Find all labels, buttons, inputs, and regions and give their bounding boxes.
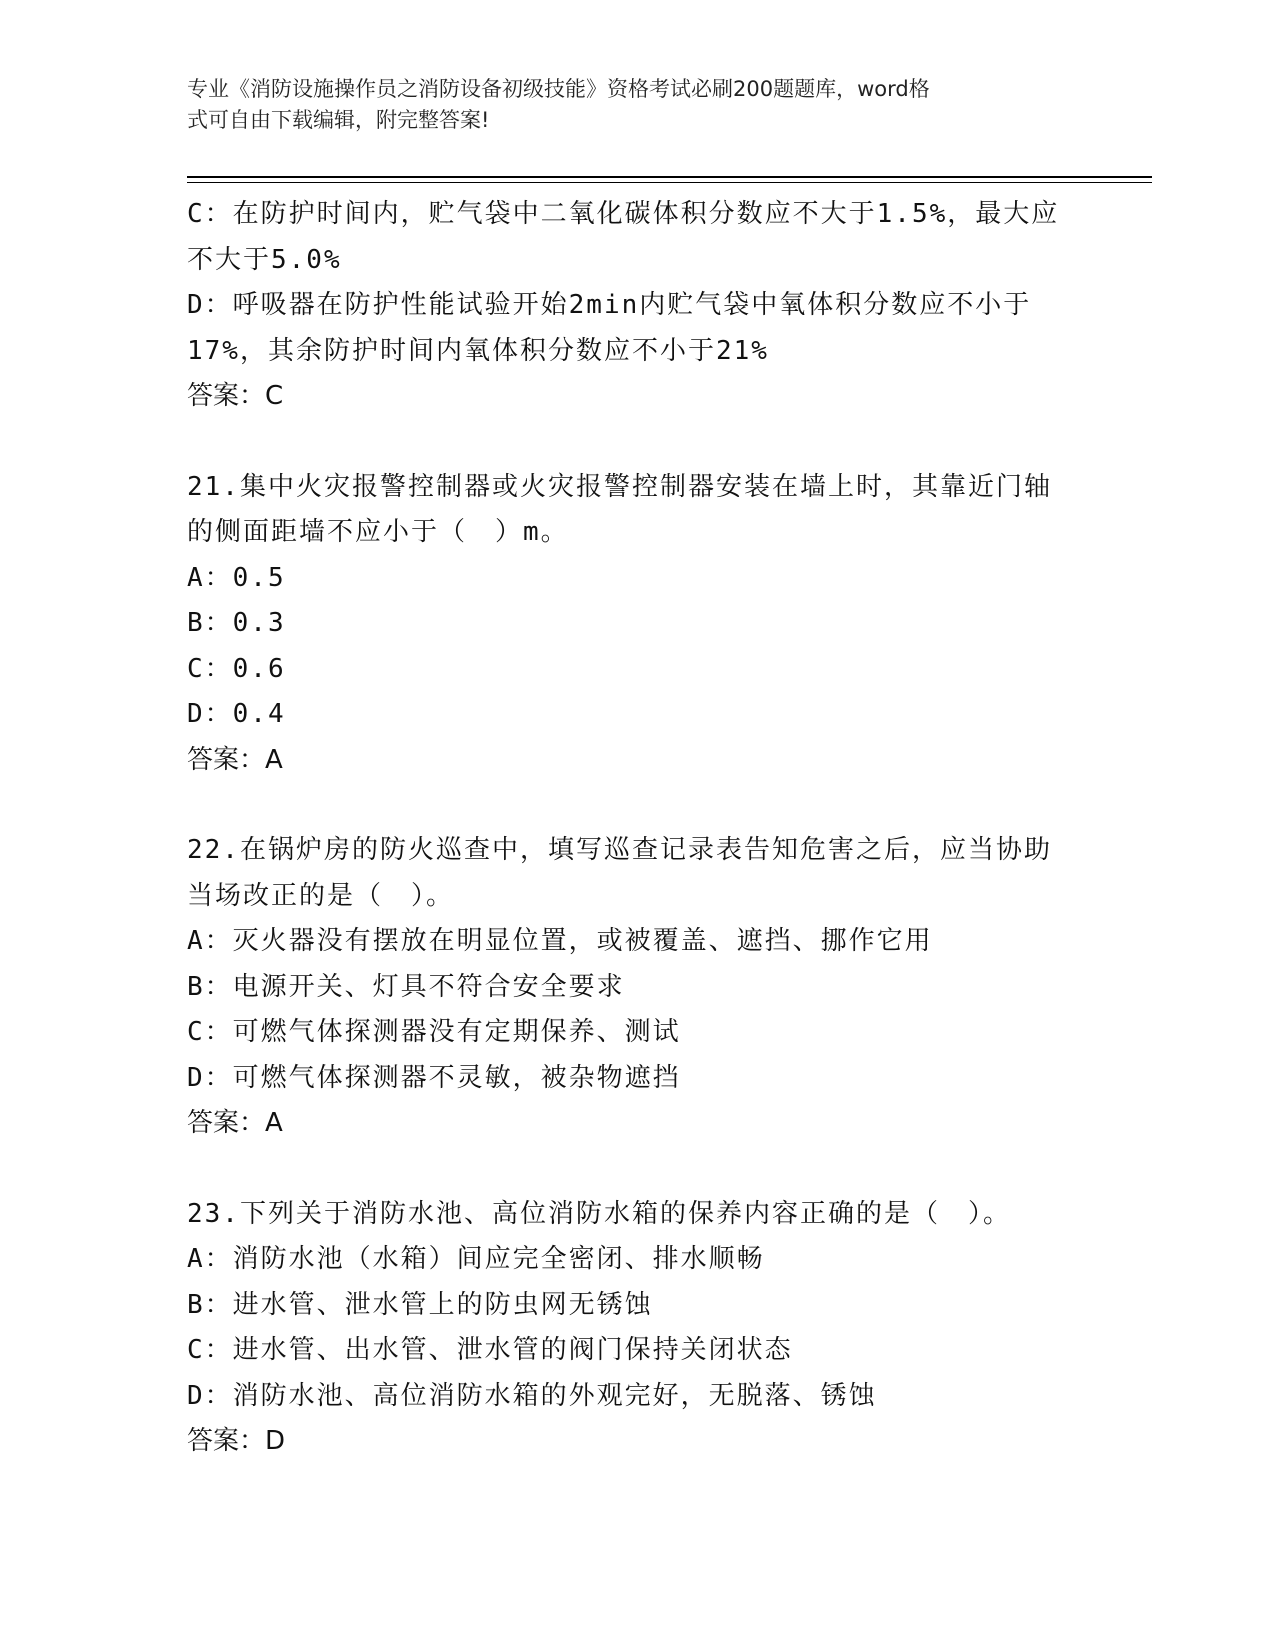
option-a: A：0.5 (187, 562, 286, 593)
answer-line: 答案：C (187, 381, 284, 411)
option-d: D：0.4 (187, 699, 286, 729)
option-b: B：进水管、泄水管上的防虫网无锈蚀 (187, 1289, 653, 1320)
option-line: D：呼吸器在防护性能试验开始2min内贮气袋中氧体积分数应不小于 (187, 290, 1032, 320)
option-c: C：进水管、出水管、泄水管的阀门保持关闭状态 (187, 1335, 793, 1365)
question-21 (187, 465, 1087, 784)
question-stem: 21.集中火灾报警控制器或火灾报警控制器安装在墙上时，其靠近门轴 (187, 471, 1052, 502)
header-line-2: 式可自由下载编辑，附完整答案! (187, 108, 490, 132)
question-22 (187, 828, 1087, 1147)
answer-line: 答案：D (187, 1426, 286, 1456)
header-rule-thin (187, 182, 1152, 183)
question-stem: 的侧面距墙不应小于（ ）m。 (187, 517, 569, 547)
option-d: D：消防水池、高位消防水箱的外观完好，无脱落、锈蚀 (187, 1380, 877, 1411)
option-b: B：0.3 (187, 608, 286, 638)
answer-line: 答案：A (187, 1108, 283, 1138)
question-stem: 23.下列关于消防水池、高位消防水箱的保养内容正确的是（ ）。 (187, 1198, 1011, 1229)
option-line: 不大于5.0% (187, 244, 342, 275)
document-header (187, 74, 1067, 136)
option-b: B：电源开关、灯具不符合安全要求 (187, 971, 625, 1002)
option-d: D：可燃气体探测器不灵敏，被杂物遮挡 (187, 1062, 681, 1093)
header-rule-thick (187, 176, 1152, 178)
answer-line: 答案：A (187, 744, 283, 775)
question-23 (187, 1192, 1087, 1465)
option-line: C：在防护时间内，贮气袋中二氧化碳体积分数应不大于1.5%，最大应 (187, 199, 1060, 229)
option-a: A：灭火器没有摆放在明显位置，或被覆盖、遮挡、挪作它用 (187, 926, 933, 956)
option-c: C：0.6 (187, 653, 286, 684)
document-body (187, 192, 1087, 1465)
header-line-1: 专业《消防设施操作员之消防设备初级技能》资格考试必刷200题题库，word格 (187, 77, 930, 101)
question-stem: 22.在锅炉房的防火巡查中，填写巡查记录表告知危害之后，应当协助 (187, 835, 1052, 865)
option-c: C：可燃气体探测器没有定期保养、测试 (187, 1017, 681, 1047)
question-stem: 当场改正的是（ ）。 (187, 880, 455, 911)
option-a: A：消防水池（水箱）间应完全密闭、排水顺畅 (187, 1244, 765, 1274)
continued-question (187, 192, 1087, 420)
option-line: 17%，其余防护时间内氧体积分数应不小于21% (187, 335, 769, 366)
